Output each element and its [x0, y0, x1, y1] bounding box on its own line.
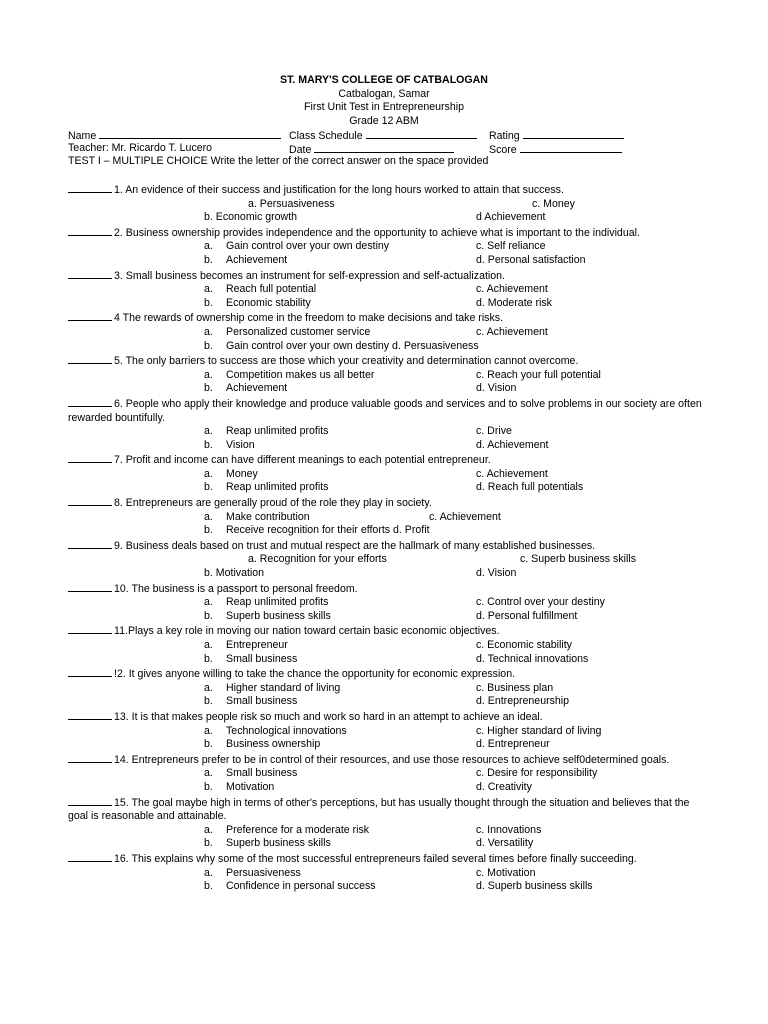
options-row	[68, 468, 708, 482]
answer-blank[interactable]	[68, 752, 112, 763]
answer-blank[interactable]	[68, 225, 112, 236]
question-9: 9. Business deals based on trust and mutual respect are the hallmark of many established businesses.	[68, 538, 708, 554]
question-7: 7. Profit and income can have different meanings to each potential entrepreneur.	[68, 452, 708, 468]
options-row	[68, 781, 708, 795]
options-row	[68, 767, 708, 781]
rating-blank[interactable]	[523, 128, 624, 139]
option: c. Achievement	[476, 283, 548, 296]
option-letter: b.	[204, 481, 213, 494]
question-10: 10. The business is a passport to personal freedom.	[68, 581, 708, 597]
options-row	[68, 524, 708, 538]
exam-title: First Unit Test in Entrepreneurship	[304, 101, 464, 114]
option: Small business	[226, 652, 298, 665]
options-row	[68, 211, 708, 225]
options-row	[68, 283, 708, 297]
option-letter: a.	[204, 596, 213, 609]
options-row	[68, 639, 708, 653]
option-letter: b.	[204, 609, 213, 622]
question-4: 4 The rewards of ownership come in the freedom to make decisions and take risks.	[68, 310, 708, 326]
answer-blank[interactable]	[68, 581, 112, 592]
option-letter: a.	[204, 639, 213, 651]
option-letter: a.	[204, 681, 213, 694]
option: Confidence in personal success	[226, 880, 376, 893]
option-letter: b.	[204, 339, 213, 352]
option: Persuasiveness	[226, 866, 301, 879]
option: c. Money	[532, 197, 575, 210]
question-13: 13. It is that makes people risk so much and work so hard in an attempt to achieve an ideal.	[68, 709, 708, 725]
option: d Achievement	[476, 211, 546, 224]
option-letter: a.	[204, 368, 213, 381]
option: Receive recognition for their efforts d. Profit	[226, 524, 430, 537]
options-row	[68, 653, 708, 667]
question-6: 6. People who apply their knowledge and produce valuable goods and services and to solve problems in our society are often rewarded bountifully.	[68, 397, 702, 424]
date-label: Date	[289, 143, 312, 156]
option: Superb business skills	[226, 609, 331, 622]
options-row	[68, 880, 708, 894]
options-row	[68, 439, 708, 453]
option-letter: b.	[204, 382, 213, 395]
option: c. Desire for responsibility	[476, 767, 598, 780]
option-letter: b.	[204, 837, 213, 850]
document-header	[0, 74, 768, 128]
question-8: 8. Entrepreneurs are generally proud of the role they play in society.	[68, 495, 708, 511]
option: Achievement	[226, 253, 288, 266]
answer-blank[interactable]	[68, 623, 112, 634]
options-row	[68, 481, 708, 495]
student-info	[68, 128, 708, 155]
answer-blank[interactable]	[68, 709, 112, 720]
option: c. Superb business skills	[520, 553, 636, 566]
options-row	[68, 425, 708, 439]
option: a. Recognition for your efforts	[248, 553, 387, 566]
question-3: 3. Small business becomes an instrument for self-expression and self-actualization.	[68, 268, 708, 284]
option: Business ownership	[226, 738, 321, 751]
score-label: Score	[489, 143, 517, 156]
option-letter: b.	[204, 296, 213, 309]
options-row	[68, 297, 708, 311]
option-letter: a.	[204, 724, 213, 737]
question-5: 5. The only barriers to success are those which your creativity and determination cannot overcome.	[68, 353, 708, 369]
option-letter: a.	[204, 240, 213, 253]
options-row	[68, 382, 708, 396]
options-row	[68, 240, 708, 254]
date-blank[interactable]	[314, 142, 454, 153]
options-row	[68, 738, 708, 752]
option: c. Achievement	[429, 510, 501, 523]
answer-blank[interactable]	[68, 666, 112, 677]
option-letter: a.	[204, 283, 213, 296]
option: c. Motivation	[476, 866, 536, 879]
option: a. Persuasiveness	[248, 197, 335, 210]
question-list	[68, 182, 708, 894]
question-16: 16. This explains why some of the most successful entrepreneurs failed several times before finally succeeding.	[68, 851, 708, 867]
question-15: 15. The goal maybe high in terms of other's perceptions, but has usually thought through the situation and believes that the goal is reasonable and attainable.	[68, 796, 690, 823]
option: Gain control over your own destiny	[226, 240, 390, 253]
name-label: Name	[68, 130, 97, 142]
grade-level: Grade 12 ABM	[349, 114, 419, 127]
option: Vision	[226, 438, 255, 451]
options-row	[68, 596, 708, 610]
options-row	[68, 553, 708, 567]
answer-blank[interactable]	[68, 452, 112, 463]
option: b. Motivation	[204, 567, 265, 580]
options-row	[68, 725, 708, 739]
option: d. Entrepreneur	[476, 738, 550, 751]
option-letter: a.	[204, 325, 213, 338]
option: d. Achievement	[476, 438, 549, 451]
option: d. Superb business skills	[476, 880, 593, 893]
answer-blank[interactable]	[68, 268, 112, 279]
option: d. Versatility	[476, 837, 534, 850]
option: c. Drive	[476, 425, 512, 438]
question-12: !2. It gives anyone willing to take the chance the opportunity for economic expression.	[68, 666, 708, 682]
options-row	[68, 695, 708, 709]
score-blank[interactable]	[520, 142, 622, 153]
option: Motivation	[226, 780, 275, 793]
options-row	[68, 254, 708, 268]
option-letter: a.	[204, 767, 213, 780]
name-blank[interactable]	[99, 128, 281, 139]
option: Preference for a moderate risk	[226, 823, 370, 836]
school-location: Catbalogan, Samar	[338, 87, 430, 100]
option: c. Reach your full potential	[476, 368, 601, 381]
options-row	[68, 610, 708, 624]
option-letter: a.	[204, 823, 213, 836]
option-letter: b.	[204, 780, 213, 793]
option: d. Personal fulfillment	[476, 609, 578, 622]
answer-blank[interactable]	[68, 182, 112, 193]
option: d. Entrepreneurship	[476, 695, 570, 708]
option: c. Innovations	[476, 823, 542, 836]
school-name: ST. MARY'S COLLEGE OF CATBALOGAN	[280, 74, 488, 86]
option: d. Reach full potentials	[476, 481, 584, 494]
option: c. Achievement	[476, 467, 548, 480]
option: Entrepreneur	[226, 639, 288, 651]
answer-blank[interactable]	[68, 795, 112, 806]
option: Small business	[226, 767, 298, 780]
option: Reap unlimited profits	[226, 425, 329, 438]
options-row	[68, 511, 708, 525]
option-letter: b.	[204, 695, 213, 708]
option: c. Business plan	[476, 681, 554, 694]
options-row	[68, 837, 708, 851]
option: Technological innovations	[226, 724, 347, 737]
option: d. Personal satisfaction	[476, 253, 586, 266]
option: d. Vision	[476, 382, 517, 395]
option: b. Economic growth	[204, 211, 298, 224]
schedule-blank[interactable]	[366, 128, 477, 139]
option: d. Technical innovations	[476, 652, 589, 665]
option: Competition makes us all better	[226, 368, 375, 381]
option-letter: b.	[204, 438, 213, 451]
answer-blank[interactable]	[68, 396, 112, 407]
options-row	[68, 369, 708, 383]
options-row	[68, 326, 708, 340]
schedule-label: Class Schedule	[289, 130, 363, 142]
option-letter: b.	[204, 738, 213, 751]
option: c. Achievement	[476, 325, 548, 338]
option: Reap unlimited profits	[226, 596, 329, 609]
option: c. Self reliance	[476, 240, 546, 253]
option: c. Control over your destiny	[476, 596, 605, 609]
question-2: 2. Business ownership provides independence and the opportunity to achieve what is important to the individual.	[68, 225, 708, 241]
option: d. Vision	[476, 567, 517, 580]
options-row	[68, 867, 708, 881]
option-letter: b.	[204, 880, 213, 893]
option: c. Economic stability	[476, 639, 572, 651]
teacher-label: Teacher: Mr. Ricardo T. Lucero	[68, 141, 213, 154]
option: Personalized customer service	[226, 325, 371, 338]
option: Economic stability	[226, 296, 311, 309]
option-letter: a.	[204, 425, 213, 438]
question-11: 11.Plays a key role in moving our nation toward certain basic economic objectives.	[68, 623, 708, 639]
options-row	[68, 824, 708, 838]
option: c. Higher standard of living	[476, 724, 602, 737]
option-letter: b.	[204, 652, 213, 665]
answer-blank[interactable]	[68, 851, 112, 862]
answer-blank[interactable]	[68, 495, 112, 506]
option: Small business	[226, 695, 298, 708]
option: Achievement	[226, 382, 288, 395]
options-row	[68, 567, 708, 581]
rating-label: Rating	[489, 130, 520, 142]
option-letter: b.	[204, 253, 213, 266]
test-instructions: TEST I – MULTIPLE CHOICE Write the letter of the correct answer on the space provided	[68, 155, 489, 167]
question-1: 1. An evidence of their success and justification for the long hours worked to attain that success.	[68, 182, 708, 198]
option: Gain control over your own destiny d. Persuasiveness	[226, 339, 479, 352]
options-row	[68, 340, 708, 354]
option: d. Creativity	[476, 780, 532, 793]
option: d. Moderate risk	[476, 296, 552, 309]
option-letter: a.	[204, 866, 213, 879]
option: Reap unlimited profits	[226, 481, 329, 494]
option: Reach full potential	[226, 283, 317, 296]
options-row	[68, 682, 708, 696]
option-letter: b.	[204, 524, 213, 537]
answer-blank[interactable]	[68, 353, 112, 364]
question-14: 14. Entrepreneurs prefer to be in control of their resources, and use those resources to achieve self0determined goals.	[68, 752, 708, 768]
option: Make contribution	[226, 510, 310, 523]
options-row	[68, 198, 708, 212]
option: Higher standard of living	[226, 681, 341, 694]
option-letter: a.	[204, 510, 213, 523]
option: Money	[226, 467, 258, 480]
answer-blank[interactable]	[68, 310, 112, 321]
answer-blank[interactable]	[68, 538, 112, 549]
option-letter: a.	[204, 467, 213, 480]
option: Superb business skills	[226, 837, 331, 850]
